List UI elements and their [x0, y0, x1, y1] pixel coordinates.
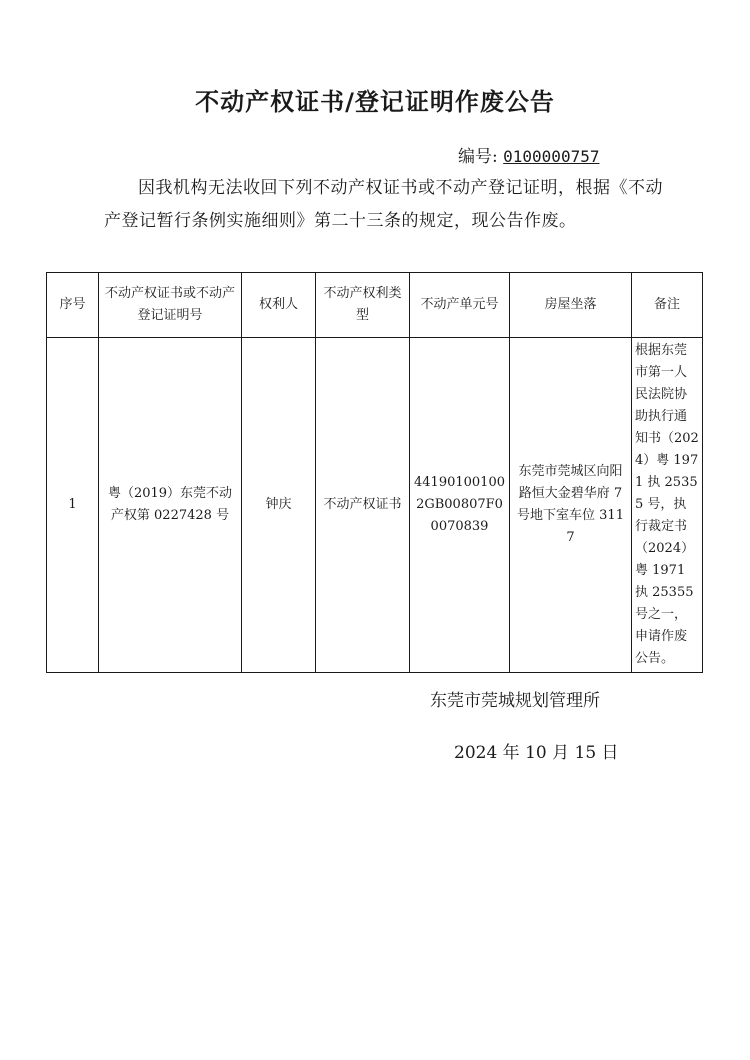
table-header-row	[47, 273, 703, 338]
document-number	[458, 142, 599, 167]
announcement-paragraph: 因我机构无法收回下列不动产权证书或不动产登记证明，根据《不动产登记暂行条例实施细则》第二十三条的规定，现公告作废。	[104, 178, 663, 231]
document-number-label: 编号:	[458, 147, 504, 167]
cell-unit-no: 441901001002GB00807F00070839	[410, 338, 510, 673]
header-cell-unit-no: 不动产单元号	[410, 273, 510, 338]
issuer-name: 东莞市莞城规划管理所	[430, 691, 600, 711]
header-cell-index: 序号	[47, 273, 99, 338]
header-cell-certificate-no: 不动产权证书或不动产登记证明号	[99, 273, 242, 338]
cell-index: 1	[47, 338, 99, 673]
cell-certificate-no: 粤（2019）东莞不动产权第 0227428 号	[99, 338, 242, 673]
cell-location: 东莞市莞城区向阳路恒大金碧华府 7 号地下室车位 3117	[510, 338, 632, 673]
header-cell-remark: 备注	[632, 273, 703, 338]
issue-date: 2024 年 10 月 15 日	[454, 743, 619, 763]
cell-right-type: 不动产权证书	[316, 338, 410, 673]
cell-remark: 根据东莞市第一人民法院协助执行通知书（2024）粤 1971 执 25355 号，执行裁定书（2024）粤 1971 执 25355 号之一，申请作废公告。	[632, 338, 703, 673]
table-row	[47, 338, 703, 673]
document-number-value: 0100000757	[503, 147, 600, 166]
cell-right-holder: 钟庆	[242, 338, 316, 673]
header-cell-location: 房屋坐落	[510, 273, 632, 338]
certificate-table	[46, 272, 703, 673]
page-title: 不动产权证书/登记证明作废公告	[195, 88, 555, 116]
header-cell-right-holder: 权利人	[242, 273, 316, 338]
header-cell-right-type: 不动产权利类型	[316, 273, 410, 338]
